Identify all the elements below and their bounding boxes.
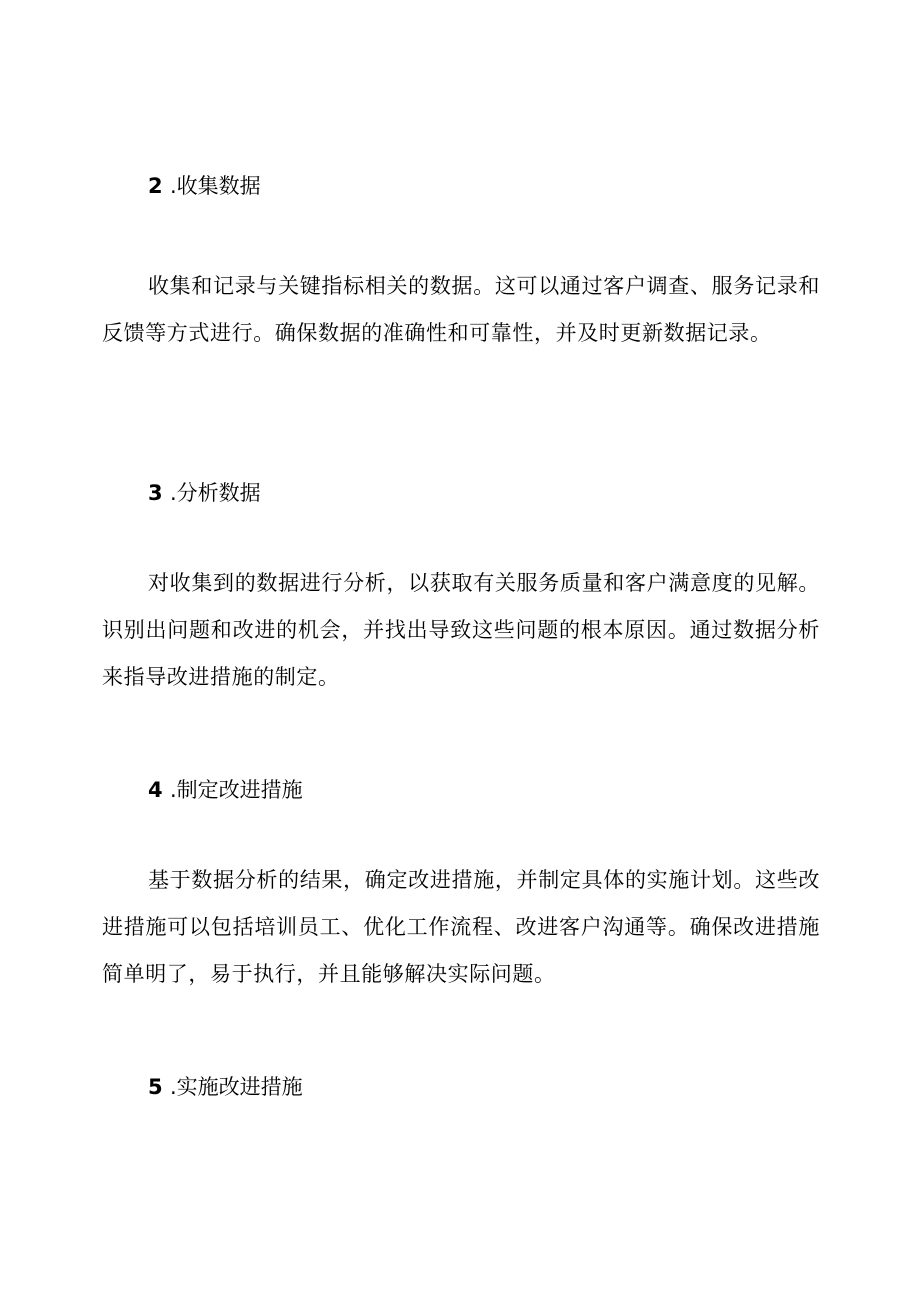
section-title: .实施改进措施 [170, 1075, 303, 1099]
section-title: .分析数据 [170, 481, 261, 505]
section-number: 3 [148, 481, 163, 505]
section-body-analyze-data: 对收集到的数据进行分析，以获取有关服务质量和客户满意度的见解。识别出问题和改进的机会，并找出导致这些问题的根本原因。通过数据分析来指导改进措施的制定。 [102, 571, 820, 689]
section-heading-define-improvements [148, 776, 303, 804]
section-heading-collect-data [148, 172, 261, 200]
section-number: 4 [148, 778, 163, 802]
section-heading-implement-improvements [148, 1073, 303, 1101]
section-number: 5 [148, 1075, 163, 1099]
section-body-collect-data: 收集和记录与关键指标相关的数据。这可以通过客户调查、服务记录和反馈等方式进行。确保数据的准确性和可靠性，并及时更新数据记录。 [102, 274, 820, 345]
section-body-define-improvements: 基于数据分析的结果，确定改进措施，并制定具体的实施计划。这些改进措施可以包括培训员工、优化工作流程、改进客户沟通等。确保改进措施简单明了，易于执行，并且能够解决实际问题。 [102, 868, 820, 986]
section-title: .收集数据 [170, 174, 261, 198]
section-number: 2 [148, 174, 163, 198]
section-title: .制定改进措施 [170, 778, 303, 802]
section-heading-analyze-data [148, 479, 261, 507]
